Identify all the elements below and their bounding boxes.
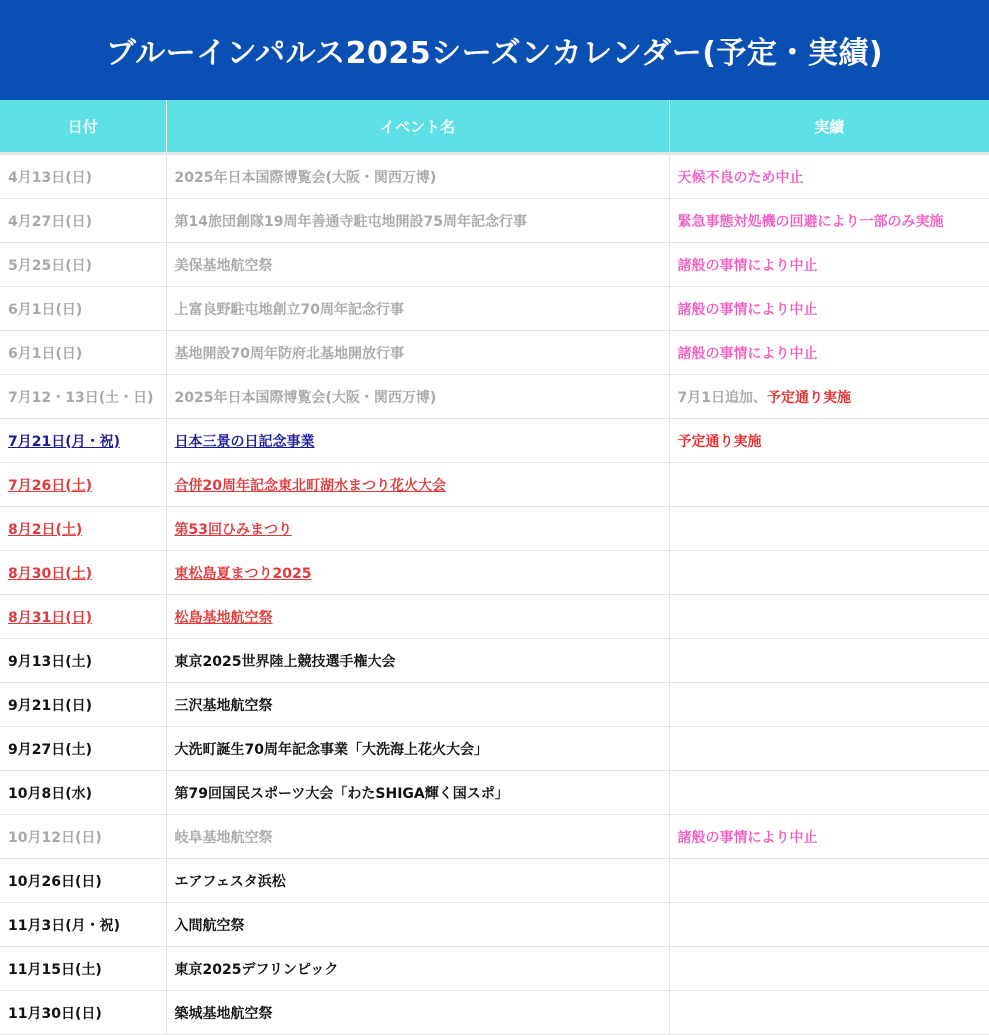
event-name: 2025年日本国際博覧会(大阪・関西万博) bbox=[166, 375, 669, 419]
event-name: 東京2025デフリンピック bbox=[166, 947, 669, 991]
event-result bbox=[669, 903, 989, 947]
event-name: 入間航空祭 bbox=[166, 903, 669, 947]
event-name: 美保基地航空祭 bbox=[166, 243, 669, 287]
page-header bbox=[0, 0, 989, 100]
table-row bbox=[0, 771, 989, 815]
table-row bbox=[0, 199, 989, 243]
table-row bbox=[0, 287, 989, 331]
event-result bbox=[669, 199, 989, 243]
event-date: 10月8日(水) bbox=[0, 771, 166, 815]
event-result bbox=[669, 595, 989, 639]
event-result bbox=[669, 154, 989, 199]
event-name[interactable]: 合併20周年記念東北町湖水まつり花火大会 bbox=[166, 463, 669, 507]
event-result bbox=[669, 243, 989, 287]
event-name: 2025年日本国際博覧会(大阪・関西万博) bbox=[166, 154, 669, 199]
event-name: エアフェスタ浜松 bbox=[166, 859, 669, 903]
table-row bbox=[0, 947, 989, 991]
event-date: 6月1日(日) bbox=[0, 287, 166, 331]
result-text: 天候不良のため中止 bbox=[677, 169, 804, 186]
page-title: ブルーインパルス2025シーズンカレンダー(予定・実績) bbox=[105, 36, 884, 71]
event-name[interactable]: 第53回ひみまつり bbox=[166, 507, 669, 551]
table-row bbox=[0, 991, 989, 1035]
event-result bbox=[669, 419, 989, 463]
table-row bbox=[0, 243, 989, 287]
calendar-table bbox=[0, 100, 989, 1035]
event-name: 三沢基地航空祭 bbox=[166, 683, 669, 727]
event-result bbox=[669, 287, 989, 331]
result-note: 7月1日追加、 bbox=[677, 389, 767, 406]
event-name: 大洗町誕生70周年記念事業「大洗海上花火大会」 bbox=[166, 727, 669, 771]
table-row bbox=[0, 639, 989, 683]
event-name: 上富良野駐屯地創立70周年記念行事 bbox=[166, 287, 669, 331]
result-text: 諸般の事情により中止 bbox=[677, 829, 818, 846]
table-row bbox=[0, 727, 989, 771]
table-row bbox=[0, 375, 989, 419]
column-header-date: 日付 bbox=[0, 100, 166, 154]
table-row bbox=[0, 595, 989, 639]
column-header-result: 実績 bbox=[669, 100, 989, 154]
result-text: 諸般の事情により中止 bbox=[677, 257, 818, 274]
table-row bbox=[0, 859, 989, 903]
event-date[interactable]: 8月2日(土) bbox=[0, 507, 166, 551]
event-date: 10月26日(日) bbox=[0, 859, 166, 903]
event-result bbox=[669, 507, 989, 551]
event-result bbox=[669, 463, 989, 507]
event-date: 4月27日(日) bbox=[0, 199, 166, 243]
event-name: 岐阜基地航空祭 bbox=[166, 815, 669, 859]
table-row bbox=[0, 903, 989, 947]
event-date: 9月27日(土) bbox=[0, 727, 166, 771]
event-date: 11月15日(土) bbox=[0, 947, 166, 991]
event-date[interactable]: 8月30日(土) bbox=[0, 551, 166, 595]
event-date: 11月30日(日) bbox=[0, 991, 166, 1035]
event-date[interactable]: 7月26日(土) bbox=[0, 463, 166, 507]
event-name: 第79回国民スポーツ大会「わたSHIGA輝く国スポ」 bbox=[166, 771, 669, 815]
event-date: 4月13日(日) bbox=[0, 154, 166, 199]
event-result bbox=[669, 859, 989, 903]
table-row bbox=[0, 154, 989, 199]
event-date: 10月12日(日) bbox=[0, 815, 166, 859]
event-name[interactable]: 松島基地航空祭 bbox=[166, 595, 669, 639]
table-row bbox=[0, 551, 989, 595]
result-text: 諸般の事情により中止 bbox=[677, 345, 818, 362]
event-date: 11月3日(月・祝) bbox=[0, 903, 166, 947]
table-header-row bbox=[0, 100, 989, 154]
event-date: 9月13日(土) bbox=[0, 639, 166, 683]
table-row bbox=[0, 507, 989, 551]
event-result bbox=[669, 815, 989, 859]
event-date: 7月12・13日(土・日) bbox=[0, 375, 166, 419]
event-result bbox=[669, 375, 989, 419]
event-name[interactable]: 日本三景の日記念事業 bbox=[166, 419, 669, 463]
result-text: 諸般の事情により中止 bbox=[677, 301, 818, 318]
event-result bbox=[669, 947, 989, 991]
table-row bbox=[0, 815, 989, 859]
table-row bbox=[0, 419, 989, 463]
event-result bbox=[669, 991, 989, 1035]
event-result bbox=[669, 331, 989, 375]
column-header-event: イベント名 bbox=[166, 100, 669, 154]
event-date: 6月1日(日) bbox=[0, 331, 166, 375]
event-result bbox=[669, 551, 989, 595]
event-name[interactable]: 東松島夏まつり2025 bbox=[166, 551, 669, 595]
table-row bbox=[0, 683, 989, 727]
event-date: 9月21日(日) bbox=[0, 683, 166, 727]
event-name: 第14旅団創隊19周年善通寺駐屯地開設75周年記念行事 bbox=[166, 199, 669, 243]
event-result bbox=[669, 683, 989, 727]
event-result bbox=[669, 639, 989, 683]
event-date[interactable]: 8月31日(日) bbox=[0, 595, 166, 639]
event-date: 5月25日(日) bbox=[0, 243, 166, 287]
event-date[interactable]: 7月21日(月・祝) bbox=[0, 419, 166, 463]
result-text: 予定通り実施 bbox=[766, 389, 851, 406]
event-result bbox=[669, 771, 989, 815]
result-text: 緊急事態対処機の回避により一部のみ実施 bbox=[677, 213, 944, 230]
table-row bbox=[0, 463, 989, 507]
event-result bbox=[669, 727, 989, 771]
result-text: 予定通り実施 bbox=[677, 433, 762, 450]
event-name: 東京2025世界陸上競技選手権大会 bbox=[166, 639, 669, 683]
table-row bbox=[0, 331, 989, 375]
event-name: 築城基地航空祭 bbox=[166, 991, 669, 1035]
event-name: 基地開設70周年防府北基地開放行事 bbox=[166, 331, 669, 375]
